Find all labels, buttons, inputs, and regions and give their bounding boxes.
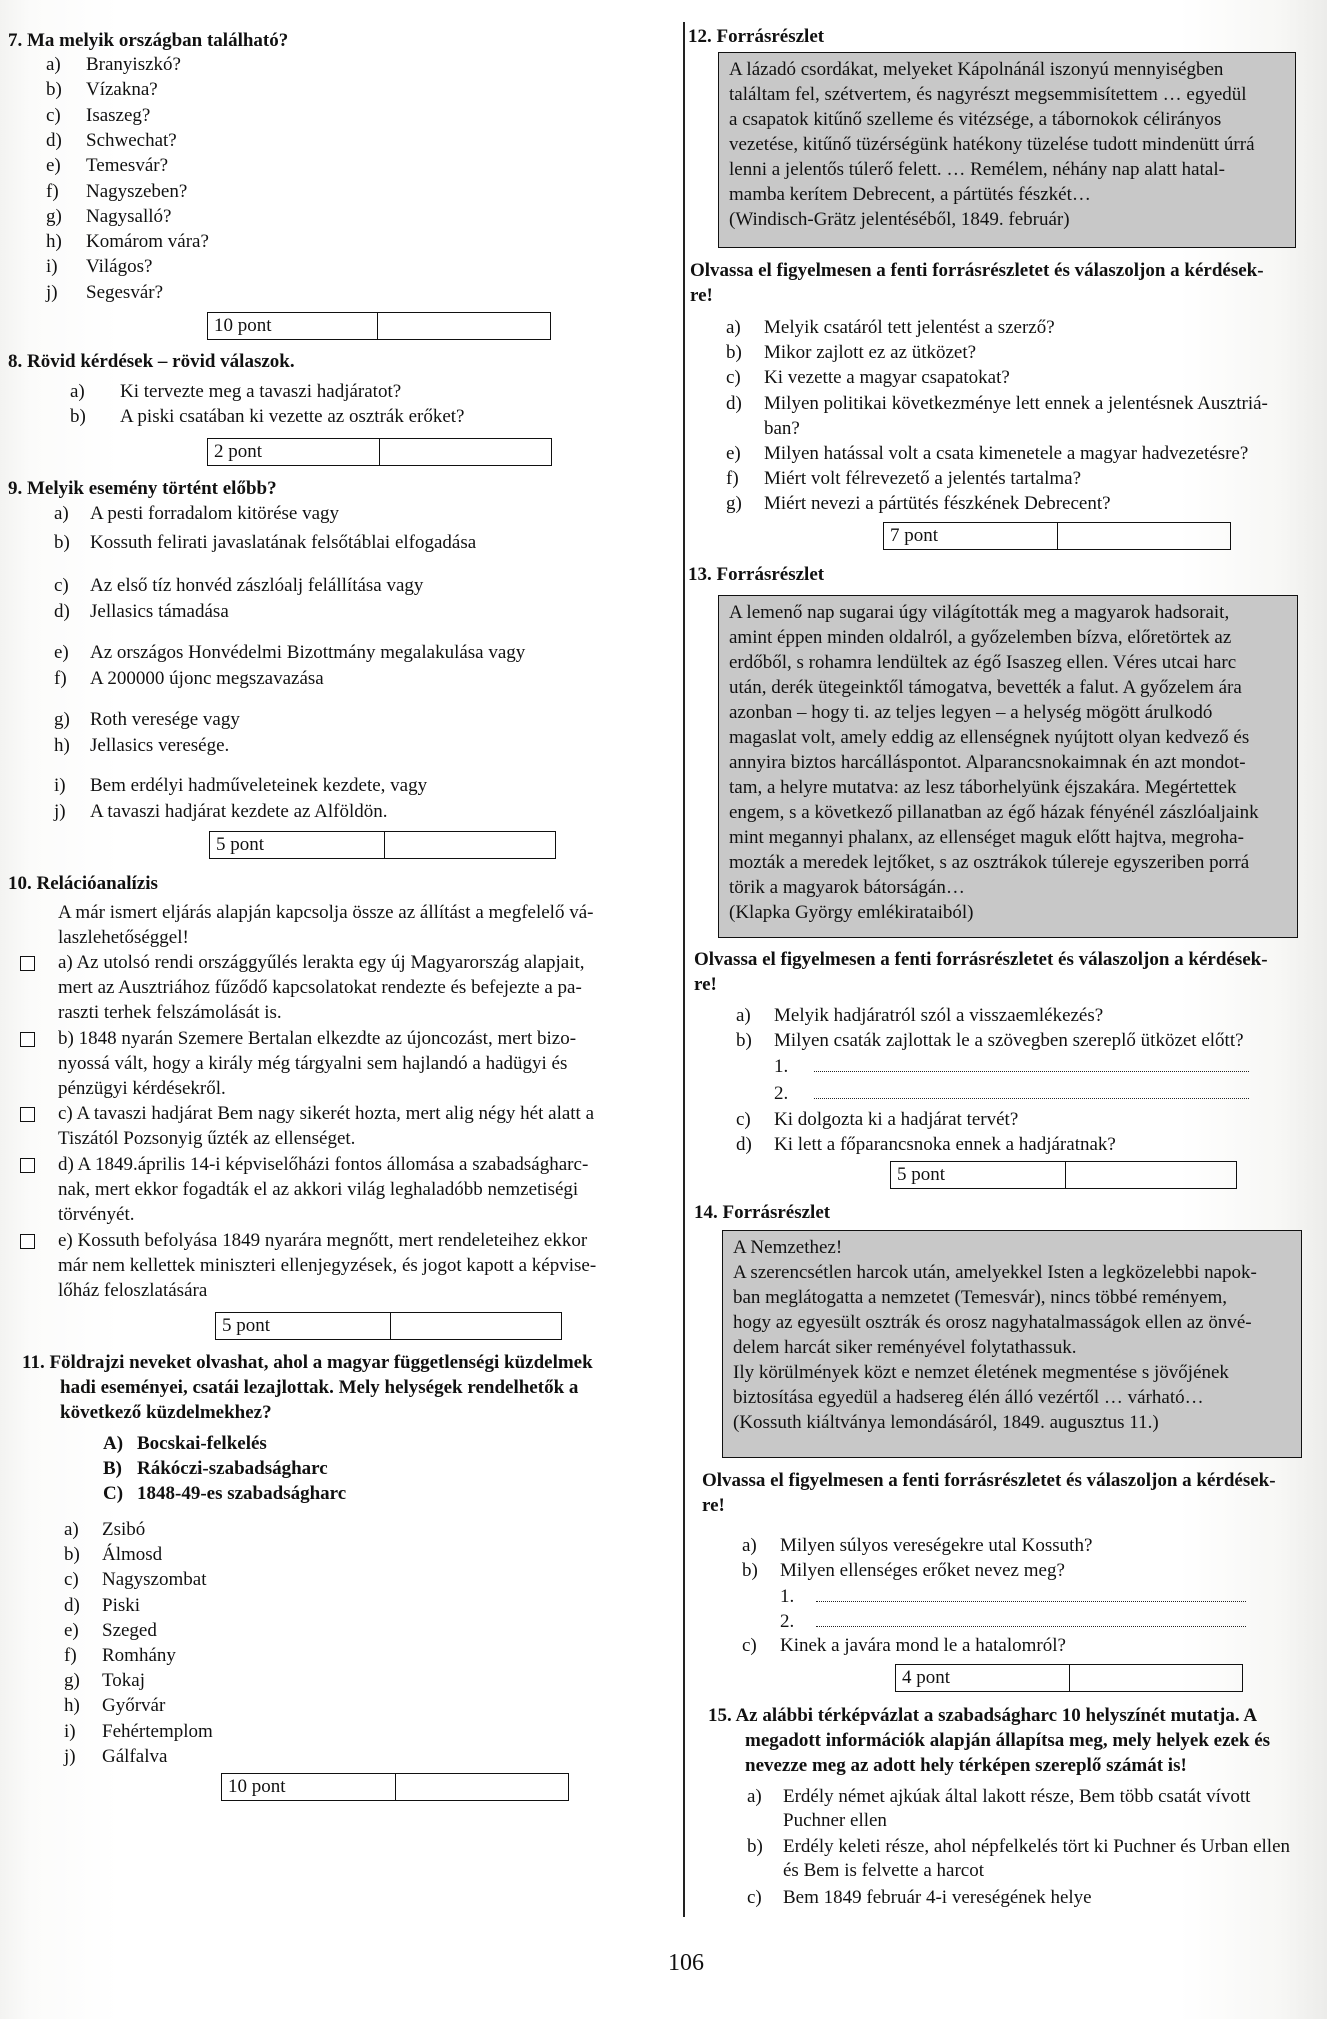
q10-statement-line: mert az Ausztriához fűződő kapcsolatokat rendezte és befejezte a pa-	[58, 977, 582, 998]
q11-item-letter: d)	[64, 1594, 80, 1616]
q11-item-letter: e)	[64, 1619, 79, 1641]
q9-item-text: Az első tíz honvéd zászlóalj felállítása vagy	[90, 575, 424, 596]
q8-item-text: Ki tervezte meg a tavaszi hadjáratot?	[120, 381, 402, 402]
q10-statement	[58, 1228, 596, 1303]
q7-item-letter: j)	[46, 281, 58, 303]
q7-item-letter: b)	[46, 79, 62, 101]
q9-item	[54, 574, 423, 598]
q10-points-box[interactable]	[215, 1312, 562, 1340]
q11-points-label: 10 pont	[222, 1774, 396, 1800]
q7-item-text: Komárom vára?	[86, 231, 209, 253]
q8-points-label: 2 pont	[208, 439, 380, 465]
q8-points-box[interactable]	[207, 438, 552, 466]
q13-item	[736, 1004, 1103, 1028]
q14-points-label: 4 pont	[896, 1665, 1070, 1691]
q11-item-text: Romhány	[102, 1645, 176, 1666]
q12-source-line: (Windisch-Grätz jelentéséből, 1849. február)	[729, 209, 1070, 230]
q13-blank-line[interactable]	[814, 1057, 1249, 1072]
q7-item	[46, 129, 177, 153]
q15-item-letter: a)	[747, 1786, 762, 1807]
q11-item	[64, 1720, 213, 1744]
q11-item-text: Gálfalva	[102, 1745, 168, 1767]
q7-item-letter: f)	[46, 180, 59, 202]
q13-blank-number: 2.	[774, 1083, 789, 1104]
q13-blank-number: 1.	[774, 1056, 789, 1077]
q9-item	[54, 708, 240, 732]
q10-points-label: 5 pont	[216, 1313, 391, 1339]
q7-item-letter: d)	[46, 129, 62, 151]
q7-item-text: Branyiszkó?	[86, 54, 181, 75]
q13-source-text	[729, 600, 1287, 925]
q11-group-text: 1848-49-es szabadságharc	[137, 1483, 347, 1504]
q12-item-letter: a)	[726, 317, 741, 338]
q10-statement-line: nak, mert ekkor fogadták el az akkori világ leghaladóbb nemzetiségi	[58, 1179, 579, 1200]
q9-item-text: Az országos Honvédelmi Bizottmány megalakulása vagy	[90, 642, 526, 663]
q11-item-letter: g)	[64, 1670, 80, 1692]
q7-item-text: Segesvár?	[86, 281, 164, 303]
q13-source-line: erdőből, s rohamra lendültek az égő Isaszeg ellen. Véres utcai harc	[729, 652, 1237, 673]
q13-source-line: annyira biztos harcálláspontot. Alparancsnokaimnak én azt mondot-	[729, 752, 1246, 773]
q11-item-text: Nagyszombat	[102, 1569, 207, 1591]
q7-item-letter: i)	[46, 256, 58, 278]
q13-source-line: magaslat volt, amely eddig az ellenségnek nyújtott olyan kedvező és	[729, 727, 1250, 748]
q15-item-line: Erdély keleti része, ahol népfelkelés tört ki Puchner és Urban ellen	[783, 1836, 1290, 1857]
q13-item-text: Milyen csaták zajlottak le a szövegben szereplő ütközet előtt?	[774, 1030, 1244, 1051]
q9-item-letter: h)	[54, 735, 70, 756]
q13-instruction-line: Olvassa el figyelmesen a fenti forrásrészletet és válaszoljon a kérdések-	[694, 949, 1268, 970]
q9-item-letter: b)	[54, 532, 70, 553]
q12-instruction-line: re!	[690, 285, 713, 306]
q9-title: 9. Melyik esemény történt előbb?	[8, 478, 277, 499]
q9-item-letter: d)	[54, 601, 70, 622]
q11-item-letter: j)	[64, 1745, 76, 1767]
q13-source-line: azonban – hogy ti. az teljes legyen – a helység mögött árulkodó	[729, 702, 1213, 723]
q10-checkbox[interactable]	[20, 1234, 35, 1249]
q10-statement	[58, 950, 585, 1025]
q7-item-text: Nagysalló?	[86, 205, 172, 227]
q8-title: 8. Rövid kérdések – rövid válaszok.	[8, 351, 295, 372]
q14-points-box[interactable]	[895, 1664, 1243, 1692]
q12-item	[726, 492, 1111, 516]
q9-item	[54, 774, 427, 798]
q10-intro	[58, 900, 593, 950]
page-number: 106	[668, 1950, 704, 1976]
q13b-item	[736, 1108, 1018, 1132]
q11-group-letter: C)	[103, 1483, 124, 1504]
q13-item	[736, 1029, 1244, 1053]
q13-item-text: Melyik hadjáratról szól a visszaemlékezés?	[774, 1005, 1104, 1026]
q11-group-letter: B)	[103, 1458, 122, 1479]
q8-item-letter: b)	[70, 406, 86, 427]
q12-source-line: mamba kerítem Debrecent, a pártütés fészkét…	[729, 184, 1091, 205]
q15-title	[708, 1703, 1270, 1778]
q11-item	[64, 1745, 167, 1769]
q10-statement-line: b) 1848 nyarán Szemere Bertalan elkezdte az újoncozást, mert bizo-	[58, 1028, 577, 1049]
q12-instruction-line: Olvassa el figyelmesen a fenti forrásrészletet és válaszoljon a kérdések-	[690, 260, 1264, 281]
q9-item-letter: g)	[54, 709, 70, 730]
q11-item-text: Fehértemplom	[102, 1720, 213, 1742]
q11-item-letter: c)	[64, 1569, 79, 1591]
q9-item	[54, 600, 229, 624]
q13b-item-letter: d)	[736, 1134, 752, 1155]
q15-item-letter: c)	[747, 1887, 762, 1908]
q10-statement-line: törvényét.	[58, 1204, 135, 1225]
q7-title: 7. Ma melyik országban található?	[8, 30, 289, 51]
q13-source-line: tam, a helyre mutatva: az lesz táborhelyünk éjszakára. Megértettek	[729, 777, 1237, 798]
q13-item-letter: b)	[736, 1030, 752, 1051]
q11-item	[64, 1518, 145, 1542]
q11-item	[64, 1543, 162, 1567]
q14-blank-line[interactable]	[816, 1612, 1246, 1627]
q14-item	[742, 1534, 1092, 1558]
q10-checkbox[interactable]	[20, 1107, 35, 1122]
q7-item	[46, 281, 163, 305]
q14-source-line: hogy az egyesült osztrák és orosz nagyhatalmasságok ellen az önvé-	[733, 1312, 1252, 1333]
q10-statement-line: c) A tavaszi hadjárat Bem nagy sikerét hozta, mert alig négy hét alatt a	[58, 1103, 595, 1124]
q11-item-text: Álmosd	[102, 1544, 163, 1566]
q7-item-text: Világos?	[86, 256, 153, 278]
q7-item	[46, 255, 152, 279]
q10-statement-line: raszti terhek felszámolását is.	[58, 1002, 282, 1023]
q9-item-text: Jellasics veresége.	[90, 735, 230, 756]
q11-item-letter: b)	[64, 1544, 80, 1566]
q12-item-letter: g)	[726, 493, 742, 514]
q9-item	[54, 734, 229, 758]
q12-source-line: lenni a jelentős túlerő felett. … Remélem, néhány nap alatt hatal-	[729, 159, 1225, 180]
q9-points-label: 5 pont	[210, 832, 385, 858]
q14-item-text: Milyen súlyos vereségekre utal Kossuth?	[780, 1535, 1093, 1556]
q9-item-text: Jellasics támadása	[90, 601, 229, 622]
q11-item-letter: h)	[64, 1695, 80, 1717]
q14-source-line: A szerencsétlen harcok után, amelyekkel Isten a legközelebbi napok-	[733, 1262, 1257, 1283]
q15-title-line: 15. Az alábbi térképvázlat a szabadságharc 10 helyszínét mutatja. A	[708, 1705, 1258, 1726]
q15-title-line: megadott információk alapján állapítsa meg, mely helyek ezek és	[745, 1730, 1271, 1751]
q12-item-letter: d)	[726, 393, 742, 414]
q13-title: 13. Forrásrészlet	[688, 564, 825, 585]
q9-item	[54, 641, 525, 665]
q15-item-text	[783, 1785, 1250, 1833]
q9-item-letter: a)	[54, 503, 69, 524]
q11-item-text: Piski	[102, 1594, 141, 1616]
q9-item	[54, 531, 476, 555]
q14-source-text	[733, 1235, 1291, 1435]
q9-item-text: A tavaszi hadjárat kezdete az Alföldön.	[90, 801, 388, 822]
q14-answer-blank[interactable]	[780, 1610, 1246, 1634]
q9-points-box[interactable]	[209, 831, 556, 859]
q14-title: 14. Forrásrészlet	[694, 1202, 831, 1223]
q14-answer-blank[interactable]	[780, 1585, 1246, 1609]
q11-item-text: Tokaj	[102, 1670, 145, 1692]
q9-item-letter: e)	[54, 642, 69, 663]
q7-item	[46, 53, 181, 77]
q14-source-line: (Kossuth kiáltványa lemondásáról, 1849. augusztus 11.)	[733, 1412, 1159, 1433]
q12-item	[726, 467, 1081, 491]
q12-instruction	[690, 258, 1264, 308]
q14-item	[742, 1559, 1065, 1583]
q14b-item	[742, 1634, 1066, 1658]
q11-title-line: 11. Földrajzi neveket olvashat, ahol a magyar függetlenségi küzdelmek	[22, 1352, 593, 1373]
q12-source-text	[729, 57, 1285, 232]
q10-checkbox[interactable]	[20, 956, 35, 971]
q10-statement-line: nyossá vált, hogy a király még tárgyalni sem hajlandó a hadügyi és	[58, 1053, 568, 1074]
q7-item	[46, 154, 168, 178]
q11-item	[64, 1594, 140, 1618]
q12-item-letter: b)	[726, 342, 742, 363]
q14-instruction-line: re!	[702, 1495, 725, 1516]
q11-item-text: Győrvár	[102, 1695, 166, 1717]
q12-item-text: Milyen hatással volt a csata kimenetele a magyar hadvezetésre?	[764, 443, 1249, 464]
q7-item-text: Isaszeg?	[86, 104, 151, 126]
q11-item-letter: a)	[64, 1519, 79, 1540]
q15-title-line: nevezze meg az adott hely térképen szereplő számát is!	[745, 1755, 1187, 1776]
q7-points-box[interactable]	[207, 312, 551, 340]
q13b-item	[736, 1133, 1116, 1157]
q12-item	[726, 392, 1268, 416]
q12-source-box	[718, 52, 1296, 248]
q10-checkbox[interactable]	[20, 1158, 35, 1173]
q10-statement	[58, 1101, 594, 1151]
q14-blank-line[interactable]	[816, 1587, 1246, 1602]
q7-item-letter: c)	[46, 104, 61, 126]
q14-source-line: Ily körülmények közt e nemzet életének megmentése s jövőjének	[733, 1362, 1229, 1383]
q13-source-line: törik a magyarok bátorságán…	[729, 877, 965, 898]
q15-item-line: és Bem is felvette a harcot	[783, 1860, 985, 1881]
q15-item-text	[783, 1886, 1092, 1910]
q10-intro-line: A már ismert eljárás alapján kapcsolja össze az állítást a megfelelő vá-	[58, 902, 594, 923]
q7-item-letter: e)	[46, 155, 61, 177]
q13-answer-blank[interactable]	[774, 1082, 1249, 1106]
q10-statement-line: pénzügyi kérdésekről.	[58, 1078, 226, 1099]
q7-item	[46, 78, 158, 102]
q11-item-letter: i)	[64, 1720, 76, 1742]
q12-source-line: a csapatok kitűnő szelleme és vitézsége, a tábornokok célirányos	[729, 109, 1222, 130]
q12-source-line: A lázadó csordákat, melyeket Kápolnánál iszonyú mennyiségben	[729, 59, 1224, 80]
q14-item-letter: b)	[742, 1560, 758, 1581]
q10-statement-line: már nem kellettek miniszteri ellenjegyzések, és jogot kapott a képvise-	[58, 1255, 597, 1276]
q9-item-letter: i)	[54, 775, 66, 796]
q14-instruction	[702, 1468, 1276, 1518]
q12-item-text: ban?	[764, 418, 800, 439]
q12-item-letter: c)	[726, 367, 741, 388]
q12-source-line: találtam fel, szétvertem, és nagyrészt megsemmisítettem … egyedül	[729, 84, 1247, 105]
q14-source-line: delem harcát siker reményével folytathassuk.	[733, 1337, 1077, 1358]
q8-item-text: A piski csatában ki vezette az osztrák erőket?	[120, 406, 465, 427]
q7-item	[46, 180, 187, 204]
q12-points-label: 7 pont	[884, 523, 1058, 549]
q15-item-letter: b)	[747, 1836, 763, 1857]
q7-item-letter: a)	[46, 54, 61, 75]
q12-title: 12. Forrásrészlet	[688, 26, 825, 47]
q11-item	[64, 1568, 206, 1592]
q14b-item-letter: c)	[742, 1635, 757, 1656]
q11-title-line: következő küzdelmekhez?	[60, 1402, 272, 1423]
q7-item	[46, 205, 171, 229]
q11-points-box[interactable]	[221, 1773, 569, 1801]
q11-item	[64, 1694, 165, 1718]
q14-source-line: ban meglátogatta a nemzetet (Temesvár), nincs többé reményem,	[733, 1287, 1228, 1308]
q11-title-line: hadi eseményei, csatái lezajlottak. Mely helységek rendelhetők a	[60, 1377, 579, 1398]
q9-item-letter: j)	[54, 801, 66, 822]
q10-statement-line: d) A 1849.április 14-i képviselőházi fontos állomása a szabadságharc-	[58, 1154, 589, 1175]
q13-instruction-line: re!	[694, 974, 717, 995]
q14-source-box	[722, 1230, 1302, 1458]
q10-statement	[58, 1152, 588, 1227]
q13-instruction	[694, 947, 1268, 997]
q13-points-box[interactable]	[890, 1161, 1237, 1189]
q7-item-text: Vízakna?	[86, 79, 158, 101]
q12-item	[726, 442, 1248, 466]
q10-statement-line: Tiszától Pozsonyig űzték az ellenséget.	[58, 1128, 356, 1149]
q14-blank-number: 2.	[780, 1611, 795, 1632]
q13-source-line: engem, s a következő pillanatban az égő házak fényénél zászlóaljaink	[729, 802, 1259, 823]
q12-item	[726, 341, 976, 365]
q8-item-letter: a)	[70, 381, 85, 402]
q10-statement-line: lőház feloszlatására	[58, 1280, 208, 1301]
q9-item-letter: c)	[54, 575, 69, 596]
q13-source-line: mint megannyi phalanx, az ellenséget maguk előtt hajtva, megroha-	[729, 827, 1244, 848]
q10-statement-line: e) Kossuth befolyása 1849 nyarára megnőtt, mert rendeleteihez ekkor	[58, 1230, 588, 1251]
q13-item-letter: a)	[736, 1005, 751, 1026]
q11-item	[64, 1669, 145, 1693]
q12-source-line: vezetése, kitűnő tüzérségünk hatékony tüzelése tudott mindenütt úrrá	[729, 134, 1255, 155]
column-divider	[683, 22, 685, 1917]
q14-item-letter: a)	[742, 1535, 757, 1556]
q13b-item-text: Ki dolgozta ki a hadjárat tervét?	[774, 1109, 1019, 1130]
q12-item-letter: f)	[726, 468, 739, 489]
q7-points-label: 10 pont	[208, 313, 378, 339]
q13-source-box	[718, 595, 1298, 938]
q11-title	[22, 1350, 593, 1425]
q12-item-text: Melyik csatáról tett jelentést a szerző?	[764, 317, 1055, 338]
q13-source-line: mozták a meredek lejtőket, s az osztrákok túlereje egyszeriben porrá	[729, 852, 1250, 873]
q15-item-line: Erdély német ajkúak által lakott része, Bem több csatát vívott	[783, 1786, 1251, 1807]
q15-item-line: Puchner ellen	[783, 1810, 887, 1831]
q10-intro-line: laszlehetőséggel!	[58, 927, 189, 948]
q12-item	[726, 366, 1010, 390]
q7-item-text: Nagyszeben?	[86, 180, 188, 202]
q11-group	[103, 1457, 328, 1481]
q13-source-line: amint éppen minden oldalról, a győzelemben bízva, előretörtek az	[729, 627, 1232, 648]
q10-statement-line: a) Az utolsó rendi országgyűlés lerakta egy új Magyarország alapjait,	[58, 952, 585, 973]
q14-source-line: biztosítása egyedül a hadsereg élén álló vezértől … várható…	[733, 1387, 1204, 1408]
q7-item-letter: h)	[46, 231, 62, 253]
q13-source-line: után, derék ütegeinktől támogatva, bevették a falut. A győzelem ára	[729, 677, 1242, 698]
q9-item-letter: f)	[54, 668, 67, 689]
q11-group-text: Bocskai-felkelés	[137, 1433, 267, 1454]
q9-item-text: Kossuth felirati javaslatának felsőtáblai elfogadása	[90, 532, 477, 553]
q10-title: 10. Relációanalízis	[8, 873, 158, 894]
q11-item	[64, 1619, 157, 1643]
q12-item-text: Miért nevezi a pártütés fészkének Debrecent?	[764, 493, 1111, 514]
q14b-item-text: Kinek a javára mond le a hatalomról?	[780, 1635, 1066, 1656]
q9-item	[54, 667, 324, 691]
q13b-item-letter: c)	[736, 1109, 751, 1130]
q12-item-text: Miért volt félrevezető a jelentés tartalma?	[764, 468, 1082, 489]
q11-group-text: Rákóczi-szabadságharc	[137, 1458, 328, 1479]
q11-group	[103, 1432, 267, 1456]
q14-source-line: A Nemzethez!	[733, 1237, 843, 1258]
q9-item	[54, 502, 339, 526]
q11-item-text: Szeged	[102, 1619, 157, 1641]
q11-item	[64, 1644, 176, 1668]
q12-points-box[interactable]	[883, 522, 1231, 550]
q14-instruction-line: Olvassa el figyelmesen a fenti forrásrészletet és válaszoljon a kérdések-	[702, 1470, 1276, 1491]
q8-item	[70, 380, 401, 404]
q10-statement	[58, 1026, 576, 1101]
q10-checkbox[interactable]	[20, 1032, 35, 1047]
q12-item-letter: e)	[726, 443, 741, 464]
q8-item	[70, 405, 465, 429]
q13-source-line: A lemenő nap sugarai úgy világították meg a magyarok hadsorait,	[729, 602, 1230, 623]
q12-item-text: Ki vezette a magyar csapatokat?	[764, 367, 1010, 388]
q7-item-text: Schwechat?	[86, 129, 177, 151]
q7-item	[46, 230, 209, 254]
q15-item-text	[783, 1835, 1290, 1883]
q11-group-letter: A)	[103, 1433, 124, 1454]
q14-item-text: Milyen ellenséges erőket nevez meg?	[780, 1560, 1065, 1581]
q11-item-text: Zsibó	[102, 1519, 146, 1540]
q7-item	[46, 104, 150, 128]
q9-item-text: A pesti forradalom kitörése vagy	[90, 503, 340, 524]
q13-answer-blank[interactable]	[774, 1055, 1249, 1079]
q9-item-text: Roth veresége vagy	[90, 709, 240, 730]
q9-item-text: A 200000 újonc megszavazása	[90, 668, 324, 689]
q11-group	[103, 1482, 346, 1506]
q15-item-line: Bem 1849 február 4-i vereségének helye	[783, 1887, 1092, 1908]
q7-item-text: Temesvár?	[86, 155, 169, 177]
q14-blank-number: 1.	[780, 1586, 795, 1607]
q9-item-text: Bem erdélyi hadműveleteinek kezdete, vagy	[90, 775, 428, 796]
q7-item-letter: g)	[46, 205, 62, 227]
q13-source-line: (Klapka György emlékirataiból)	[729, 902, 974, 923]
q11-item-letter: f)	[64, 1645, 77, 1666]
q12-item-text: Milyen politikai következménye lett ennek a jelentésnek Ausztriá-	[764, 393, 1268, 414]
q13b-item-text: Ki lett a főparancsnoka ennek a hadjáratnak?	[774, 1134, 1116, 1155]
q9-item	[54, 800, 388, 824]
q12-item-text: Mikor zajlott ez az ütközet?	[764, 342, 977, 363]
q12-item	[726, 417, 800, 441]
q12-item	[726, 316, 1055, 340]
q13-points-label: 5 pont	[891, 1162, 1066, 1188]
q13-blank-line[interactable]	[814, 1084, 1249, 1099]
